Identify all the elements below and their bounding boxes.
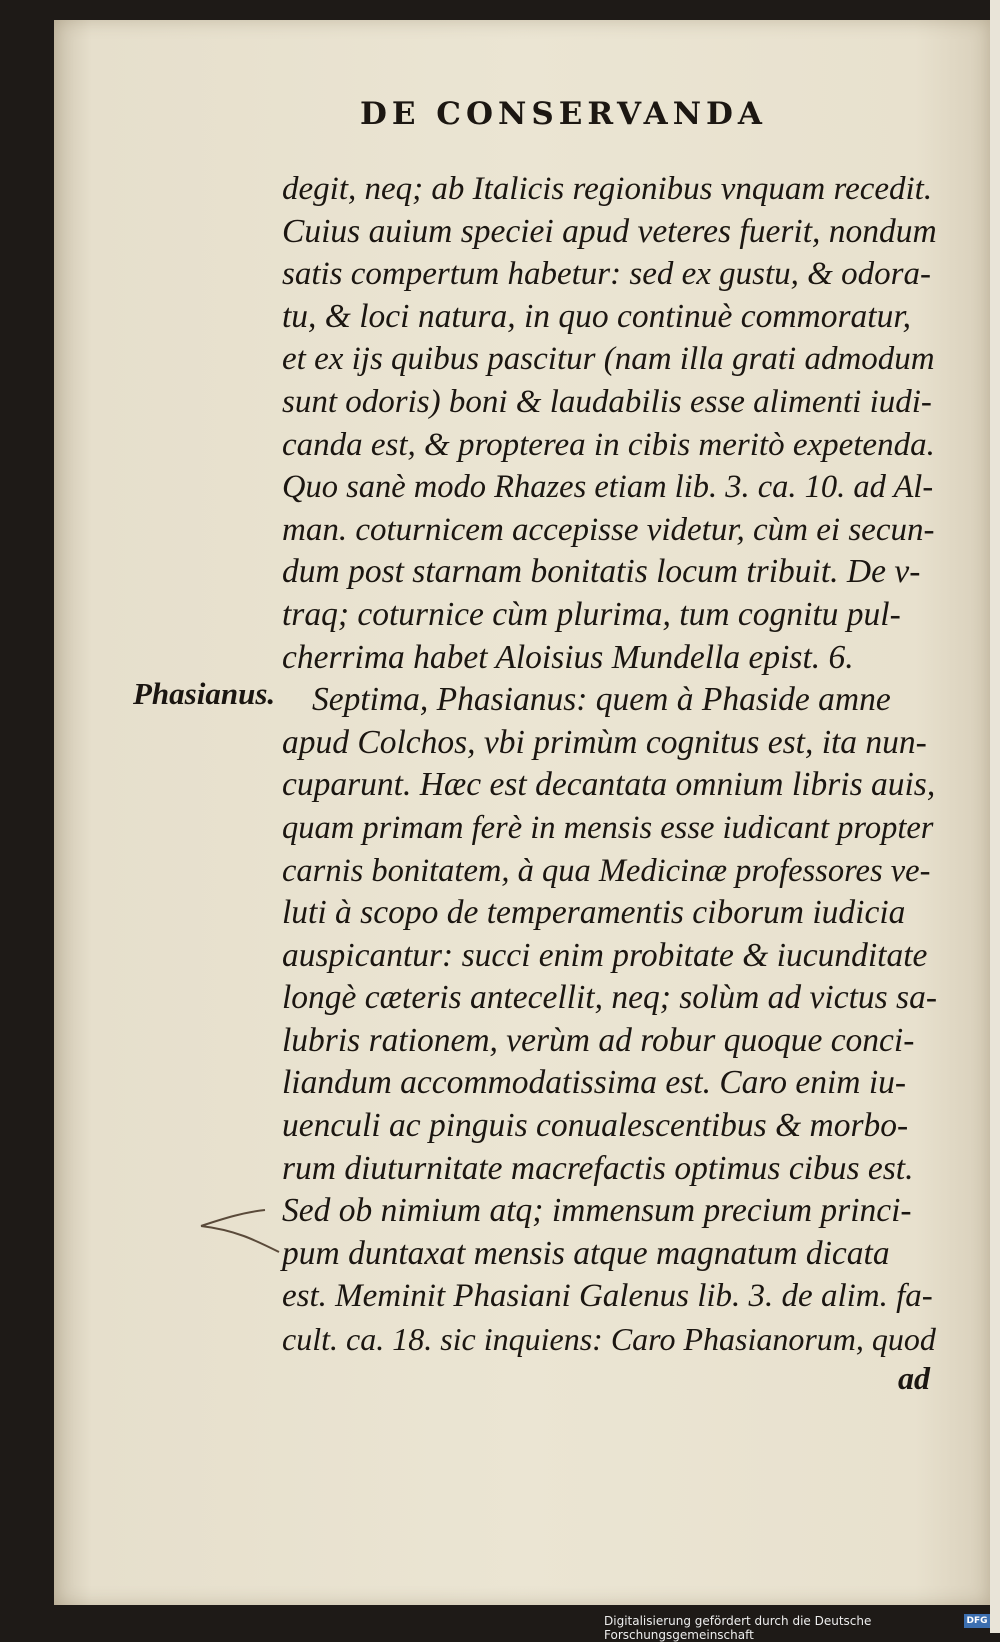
text-line: longè cæteris antecellit, neq; solùm ad victus sa- (282, 979, 937, 1017)
text-line: carnis bonitatem, à qua Medicinæ professores ve- (282, 852, 931, 889)
text-line: Cuius auium speciei apud veteres fuerit, nondum (282, 212, 937, 250)
text-line: Sed ob nimium atq; immensum precium princi- (282, 1192, 912, 1230)
text-line: traq; coturnice cùm plurima, tum cognitu pul- (282, 595, 901, 633)
text-line: apud Colchos, vbi primùm cognitus est, ita nun- (282, 723, 927, 761)
text-line: tu, & loci natura, in quo continuè commoratur, (282, 297, 912, 335)
text-line: man. coturnicem accepisse videtur, cùm ei secun- (282, 511, 935, 548)
text-line: degit, neq; ab Italicis regionibus vnquam recedit. (282, 171, 933, 207)
text-line: Quo sanè modo Rhazes etiam lib. 3. ca. 10. ad Al- (282, 469, 934, 506)
body-text (282, 168, 938, 1361)
text-line: quam primam ferè in mensis esse iudicant propter (282, 809, 934, 846)
text-line: auspicantur: succi enim probitate & iucunditate (282, 936, 928, 974)
text-line: est. Meminit Phasiani Galenus lib. 3. de alim. fa- (282, 1278, 933, 1315)
page-edge (990, 0, 1000, 1633)
text-line: lubris rationem, verùm ad robur quoque conci- (282, 1021, 915, 1059)
footer-credit: Digitalisierung gefördert durch die Deutsche Forschungsgemeinschaft (604, 1614, 872, 1642)
catchword: ad (898, 1360, 930, 1396)
marginal-note: Phasianus. (133, 676, 276, 711)
text-line: rum diuturnitate macrefactis optimus cibus est. (282, 1149, 914, 1187)
text-line: cherrima habet Aloisius Mundella epist. 6. (282, 638, 854, 676)
text-line: cult. ca. 18. sic inquiens: Caro Phasianorum, quod (282, 1321, 936, 1358)
text-line: Septima, Phasianus: quem à Phaside amne (312, 681, 891, 719)
running-header: DE CONSERVANDA (360, 96, 767, 132)
text-line: liandum accommodatissima est. Caro enim iu- (282, 1064, 907, 1102)
text-line: cuparunt. Hæc est decantata omnium libris auis, (282, 766, 936, 804)
text-line: canda est, & propterea in cibis meritò expetenda. (282, 426, 935, 463)
handwritten-arrow-mark (195, 1200, 285, 1260)
text-line: et ex ijs quibus pascitur (nam illa grati admodum (282, 341, 935, 378)
text-line: sunt odoris) boni & laudabilis esse alimenti iudi- (282, 383, 932, 420)
text-line: luti à scopo de temperamentis ciborum iudicia (282, 894, 906, 932)
text-line: dum post starnam bonitatis locum tribuit. De v- (282, 553, 921, 591)
text-line: satis compertum habetur: sed ex gustu, & odora- (282, 256, 931, 293)
text-line: pum duntaxat mensis atque magnatum dicata (282, 1234, 890, 1272)
text-line: uenculi ac pinguis conualescentibus & morbo- (282, 1107, 909, 1145)
dfg-logo: DFG (964, 1614, 990, 1628)
